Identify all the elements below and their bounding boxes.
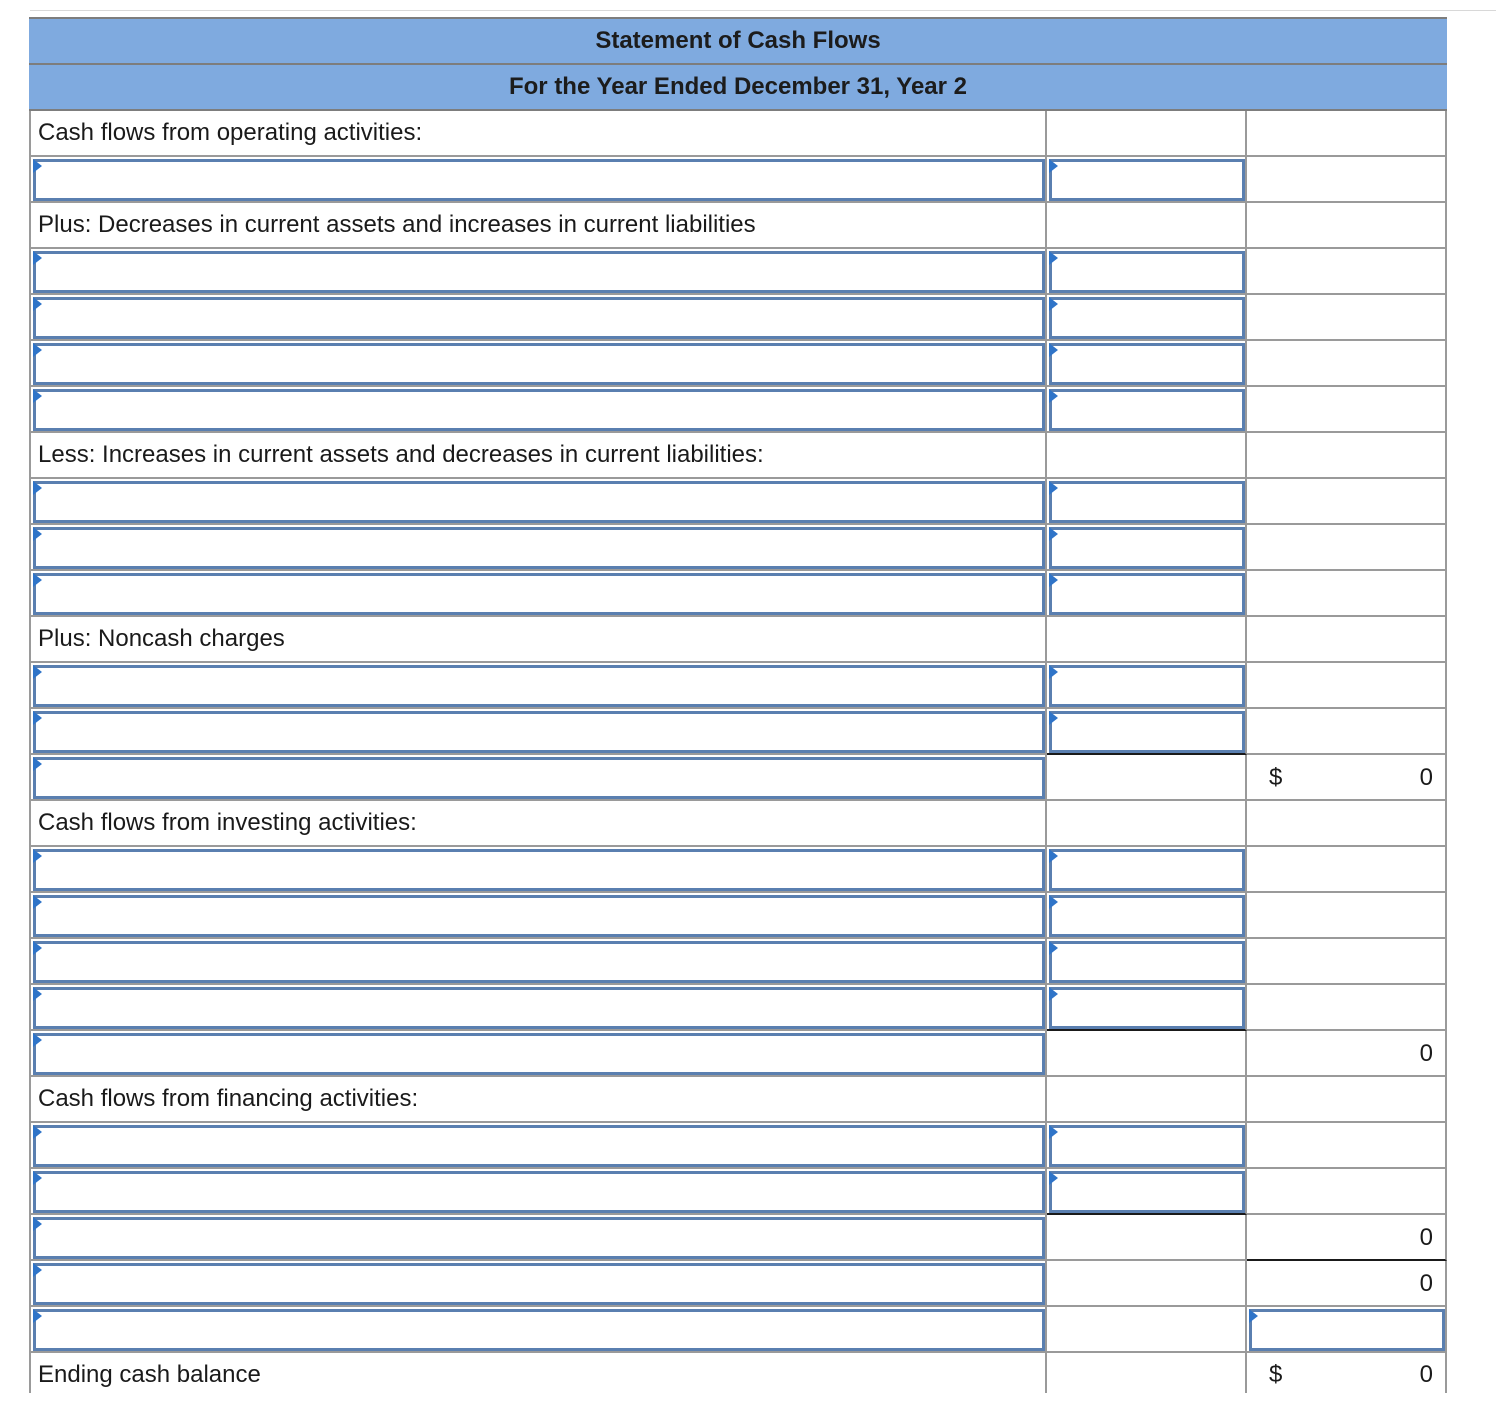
empty-cell xyxy=(1047,801,1247,847)
table-row xyxy=(29,1169,1447,1215)
empty-cell xyxy=(1247,433,1447,479)
less-item-input[interactable] xyxy=(33,573,1045,615)
empty-cell xyxy=(1247,341,1447,387)
empty-cell xyxy=(1047,1215,1247,1261)
empty-cell xyxy=(1047,617,1247,663)
less-amount-input[interactable] xyxy=(1049,573,1245,615)
empty-cell xyxy=(1247,893,1447,939)
operating-heading-row xyxy=(29,111,1447,157)
investing-total-row xyxy=(29,1031,1447,1077)
financing-amount-input[interactable] xyxy=(1049,1125,1245,1167)
financing-total-row xyxy=(29,1215,1447,1261)
table-row xyxy=(29,295,1447,341)
empty-cell xyxy=(1247,1077,1447,1123)
empty-cell xyxy=(1247,939,1447,985)
plus-amount-input[interactable] xyxy=(1049,389,1245,431)
empty-cell xyxy=(1247,249,1447,295)
financing-item-input[interactable] xyxy=(33,1171,1045,1213)
less-amount-input[interactable] xyxy=(1049,481,1245,523)
operating-total-label-input[interactable] xyxy=(33,757,1045,799)
empty-cell xyxy=(1247,847,1447,893)
plus-amount-input[interactable] xyxy=(1049,297,1245,339)
operating-item-input[interactable] xyxy=(33,159,1045,201)
table-row xyxy=(29,893,1447,939)
table-row xyxy=(29,571,1447,617)
statement-title: Statement of Cash Flows xyxy=(29,17,1447,65)
table-row xyxy=(29,663,1447,709)
empty-cell xyxy=(1047,755,1247,801)
noncash-heading-row xyxy=(29,617,1447,663)
empty-cell xyxy=(1047,111,1247,157)
ending-balance-row xyxy=(29,1353,1447,1393)
currency-symbol: $ xyxy=(1269,1361,1283,1388)
investing-amount-input[interactable] xyxy=(1049,895,1245,937)
investing-item-input[interactable] xyxy=(33,849,1045,891)
currency-symbol: $ xyxy=(1269,764,1283,791)
table-row xyxy=(29,341,1447,387)
financing-total-label-input[interactable] xyxy=(33,1217,1045,1259)
empty-cell xyxy=(1047,1307,1247,1353)
net-change-row xyxy=(29,1261,1447,1307)
empty-cell xyxy=(1047,433,1247,479)
table-row xyxy=(29,525,1447,571)
empty-cell xyxy=(1247,387,1447,433)
plus-adjustments-heading-row xyxy=(29,203,1447,249)
financing-heading-row xyxy=(29,1077,1447,1123)
plus-item-input[interactable] xyxy=(33,251,1045,293)
empty-cell xyxy=(1047,203,1247,249)
table-row xyxy=(29,985,1447,1031)
top-divider xyxy=(30,10,1496,11)
investing-item-input[interactable] xyxy=(33,941,1045,983)
empty-cell xyxy=(1047,1077,1247,1123)
plus-item-input[interactable] xyxy=(33,343,1045,385)
beginning-balance-row xyxy=(29,1307,1447,1353)
empty-cell xyxy=(1247,157,1447,203)
investing-item-input[interactable] xyxy=(33,895,1045,937)
financing-item-input[interactable] xyxy=(33,1125,1045,1167)
table-row xyxy=(29,709,1447,755)
financing-amount-input[interactable] xyxy=(1049,1171,1245,1213)
empty-cell xyxy=(1047,1261,1247,1307)
less-item-input[interactable] xyxy=(33,527,1045,569)
table-row xyxy=(29,157,1447,203)
plus-item-input[interactable] xyxy=(33,297,1045,339)
table-row xyxy=(29,249,1447,295)
financing-heading: Cash flows from financing activities: xyxy=(38,1085,419,1112)
investing-amount-input[interactable] xyxy=(1049,849,1245,891)
financing-total-value: 0 xyxy=(1419,1224,1433,1251)
table-row xyxy=(29,939,1447,985)
net-change-label-input[interactable] xyxy=(33,1263,1045,1305)
empty-cell xyxy=(1247,525,1447,571)
empty-cell xyxy=(1247,709,1447,755)
statement-period: For the Year Ended December 31, Year 2 xyxy=(29,65,1447,111)
empty-cell xyxy=(1047,1031,1247,1077)
net-change-value: 0 xyxy=(1419,1270,1433,1297)
empty-cell xyxy=(1047,1353,1247,1393)
empty-cell xyxy=(1247,617,1447,663)
table-row xyxy=(29,847,1447,893)
investing-total-label-input[interactable] xyxy=(33,1033,1045,1075)
table-row xyxy=(29,387,1447,433)
table-row xyxy=(29,1123,1447,1169)
investing-heading: Cash flows from investing activities: xyxy=(38,809,417,836)
noncash-item-input[interactable] xyxy=(33,665,1045,707)
empty-cell xyxy=(1247,479,1447,525)
plus-amount-input[interactable] xyxy=(1049,343,1245,385)
less-adjustments-heading-row xyxy=(29,433,1447,479)
noncash-item-input[interactable] xyxy=(33,711,1045,753)
investing-total-value: 0 xyxy=(1419,1040,1433,1067)
less-amount-input[interactable] xyxy=(1049,527,1245,569)
operating-amount-input[interactable] xyxy=(1049,159,1245,201)
operating-heading: Cash flows from operating activities: xyxy=(38,119,423,146)
empty-cell xyxy=(1247,203,1447,249)
beginning-balance-amount-input[interactable] xyxy=(1249,1309,1445,1351)
operating-total-row xyxy=(29,755,1447,801)
empty-cell xyxy=(1247,111,1447,157)
investing-item-input[interactable] xyxy=(33,987,1045,1029)
plus-amount-input[interactable] xyxy=(1049,251,1245,293)
less-item-input[interactable] xyxy=(33,481,1045,523)
empty-cell xyxy=(1247,1169,1447,1215)
investing-heading-row xyxy=(29,801,1447,847)
plus-item-input[interactable] xyxy=(33,389,1045,431)
cash-flow-statement xyxy=(29,17,1447,1393)
empty-cell xyxy=(1247,801,1447,847)
beginning-balance-label-input[interactable] xyxy=(33,1309,1045,1351)
operating-total-value: 0 xyxy=(1419,764,1433,791)
ending-balance-label: Ending cash balance xyxy=(38,1361,261,1388)
empty-cell xyxy=(1247,663,1447,709)
table-row xyxy=(29,479,1447,525)
ending-balance-value: 0 xyxy=(1419,1361,1433,1388)
plus-adjustments-heading: Plus: Decreases in current assets and increases in current liabilities xyxy=(38,211,756,238)
empty-cell xyxy=(1247,295,1447,341)
empty-cell xyxy=(1247,571,1447,617)
empty-cell xyxy=(1247,985,1447,1031)
noncash-amount-input[interactable] xyxy=(1049,665,1245,707)
investing-amount-input[interactable] xyxy=(1049,941,1245,983)
less-adjustments-heading: Less: Increases in current assets and decreases in current liabilities: xyxy=(38,441,764,468)
empty-cell xyxy=(1247,1123,1447,1169)
investing-amount-input[interactable] xyxy=(1049,987,1245,1029)
noncash-heading: Plus: Noncash charges xyxy=(38,625,285,652)
noncash-amount-input[interactable] xyxy=(1049,711,1245,753)
